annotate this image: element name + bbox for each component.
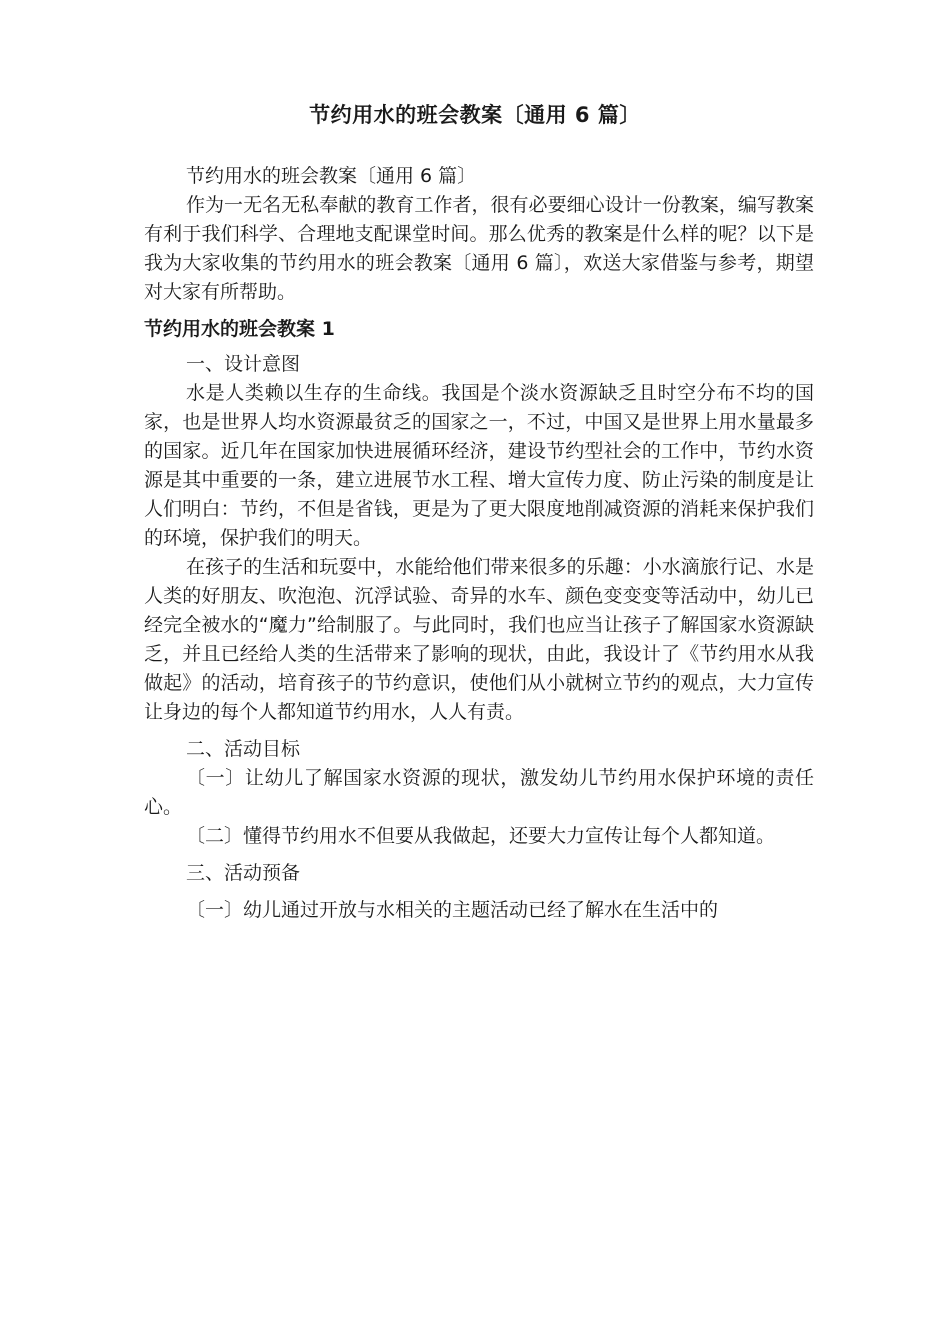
part-goals-title: 二、活动目标: [186, 738, 301, 760]
part-design-intent-title: 一、设计意图: [186, 353, 301, 375]
part-preparation-title: 三、活动预备: [186, 862, 301, 884]
document-title: 节约用水的班会教案〔通用 6 篇〕: [309, 103, 641, 127]
intro-paragraph: 作为一无名无私奉献的教育工作者，很有必要细心设计一份教案，编写教案有利于我们科学、合理地支配课堂时间。那么优秀的教案是什么样的呢？以下是我为大家收集的节约用水的班会教案〔通用 6 篇〕，欢送大家借鉴与参考，期望对大家有所帮助。: [144, 194, 814, 303]
design-intent-paragraph-1: 水是人类赖以生存的生命线。我国是个淡水资源缺乏且时空分布不均的国家，也是世界人均水资源最贫乏的国家之一，不过，中国又是世界上用水量最多的国家。近几年在国家加快进展循环经济，建设节约型社会的工作中，节约水资源是其中重要的一条，建立进展节水工程、增大宣传力度、防止污染的制度是让人们明白：节约，不但是省钱，更是为了更大限度地削减资源的消耗来保护我们的环境，保护我们的明天。: [144, 382, 814, 549]
design-intent-paragraph-2: 在孩子的生活和玩耍中，水能给他们带来很多的乐趣：小水滴旅行记、水是人类的好朋友、吹泡泡、沉浮试验、奇异的水车、颜色变变变等活动中，幼儿已经完全被水的“魔力”给制服了。与此同时，我们也应当让孩子了解国家水资源缺乏，并且已经给人类的生活带来了影响的现状，由此，我设计了《节约用水从我做起》的活动，培育孩子的节约意识，使他们从小就树立节约的观点，大力宣传让身边的每个人都知道节约用水，人人有责。: [144, 556, 814, 723]
section-heading: 节约用水的班会教案 1: [144, 318, 335, 340]
goal-item-1: 〔一〕让幼儿了解国家水资源的现状，激发幼儿节约用水保护环境的责任心。: [144, 767, 814, 818]
document-body: [144, 162, 814, 925]
subtitle-line: 节约用水的班会教案〔通用 6 篇〕: [186, 165, 477, 187]
preparation-item-1: 〔一〕幼儿通过开放与水相关的主题活动已经了解水在生活中的: [186, 899, 719, 921]
goal-item-2: 〔二〕懂得节约用水不但要从我做起，还要大力宣传让每个人都知道。: [186, 825, 776, 847]
